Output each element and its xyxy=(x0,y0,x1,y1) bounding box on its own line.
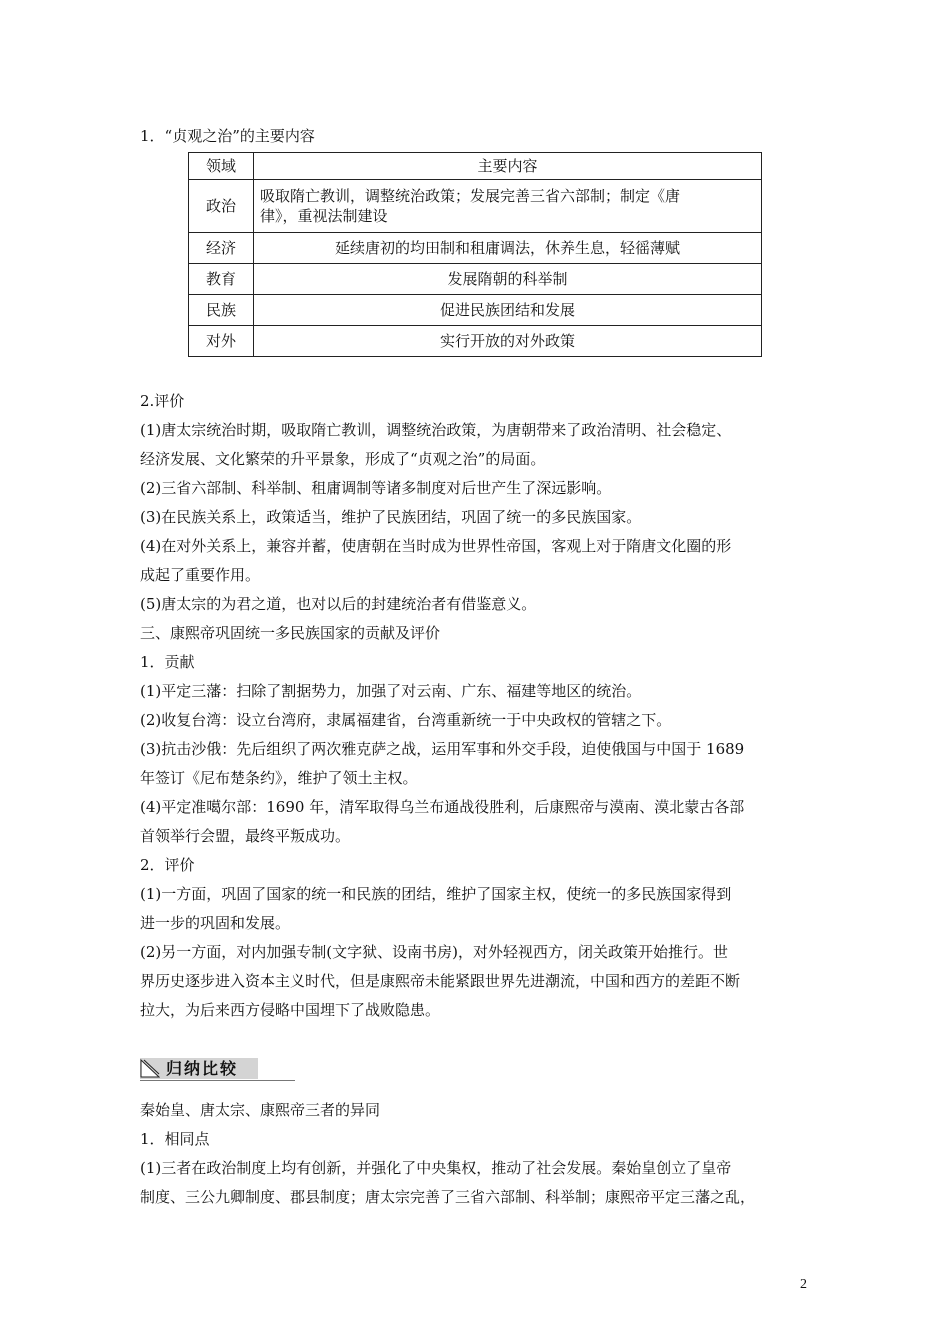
paragraph-line: (3)抗击沙俄：先后组织了两次雅克萨之战，运用军事和外交手段，迫使俄国与中国于 1689 xyxy=(140,740,745,758)
table-row xyxy=(189,326,762,357)
table-row xyxy=(189,295,762,326)
paragraph-line: 年签订《尼布楚条约》，维护了领土主权。 xyxy=(140,769,418,787)
row-field: 民族 xyxy=(189,295,254,326)
paragraph-line: 首领举行会盟，最终平叛成功。 xyxy=(140,827,351,845)
paragraph-line: (2)另一方面，对内加强专制(文字狱、设南书房)，对外轻视西方，闭关政策开始推行。世 xyxy=(140,943,728,961)
row-field: 政治 xyxy=(189,180,254,233)
paragraph-line: 进一步的巩固和发展。 xyxy=(140,914,291,932)
paragraph-line: (4)平定准噶尔部：1690 年，清军取得乌兰布通战役胜利，后康熙帝与漠南、漠北蒙古各部 xyxy=(140,798,745,816)
paragraph-line: 拉大，为后来西方侵略中国埋下了战败隐患。 xyxy=(140,1001,441,1019)
page-number: 2 xyxy=(800,1277,807,1292)
paragraph-line: (5)唐太宗的为君之道，也对以后的封建统治者有借鉴意义。 xyxy=(140,595,537,613)
section-underline xyxy=(140,1080,295,1081)
paragraph-line: (1)平定三藩：扫除了割据势力，加强了对云南、广东、福建等地区的统治。 xyxy=(140,682,642,700)
paragraph-line: (2)收复台湾：设立台湾府，隶属福建省，台湾重新统一于中央政权的管辖之下。 xyxy=(140,711,672,729)
paragraph-line: 2．评价 xyxy=(140,856,195,874)
paragraph-line: 1．相同点 xyxy=(140,1130,210,1148)
paragraph-line: 成起了重要作用。 xyxy=(140,566,261,584)
row-content-line: 律》，重视法制建设 xyxy=(260,207,388,225)
row-content-line: 吸取隋亡教训，调整统治政策；发展完善三省六部制；制定《唐 xyxy=(260,187,681,205)
table-row xyxy=(189,180,762,233)
paragraph-line: (4)在对外关系上，兼容并蓄，使唐朝在当时成为世界性帝国，客观上对于隋唐文化圈的形 xyxy=(140,537,732,555)
paragraph-line: (1)三者在政治制度上均有创新，并强化了中央集权，推动了社会发展。秦始皇创立了皇帝 xyxy=(140,1159,732,1177)
paragraph-line: 1．贡献 xyxy=(140,653,195,671)
header-field: 领域 xyxy=(189,153,254,180)
paragraph-line: 制度、三公九卿制度、郡县制度；唐太宗完善了三省六部制、科举制；康熙帝平定三藩之乱， xyxy=(140,1188,756,1206)
table-heading: 1．“贞观之治”的主要内容 xyxy=(140,127,315,145)
row-field: 经济 xyxy=(189,233,254,264)
row-content: 促进民族团结和发展 xyxy=(254,295,762,326)
table-header-row xyxy=(189,153,762,180)
zhenguan-table xyxy=(188,152,762,357)
row-content xyxy=(254,180,762,233)
row-content: 发展隋朝的科举制 xyxy=(254,264,762,295)
paragraph-line: 界历史逐步进入资本主义时代，但是康熙帝未能紧跟世界先进潮流，中国和西方的差距不断 xyxy=(140,972,741,990)
row-field: 对外 xyxy=(189,326,254,357)
paragraph-line: (3)在民族关系上，政策适当，维护了民族团结，巩固了统一的多民族国家。 xyxy=(140,508,642,526)
paragraph-line: 秦始皇、唐太宗、康熙帝三者的异同 xyxy=(140,1101,381,1119)
row-content: 实行开放的对外政策 xyxy=(254,326,762,357)
section-banner xyxy=(140,1055,295,1081)
header-content: 主要内容 xyxy=(254,153,762,180)
section-heading: 三、康熙帝巩固统一多民族国家的贡献及评价 xyxy=(140,624,441,642)
paragraph-line: (2)三省六部制、科举制、租庸调制等诸多制度对后世产生了深远影响。 xyxy=(140,479,612,497)
section-title: 归纳比较 xyxy=(166,1059,239,1078)
paragraph-line: 2.评价 xyxy=(140,392,185,410)
paragraph-line: (1)一方面，巩固了国家的统一和民族的团结，维护了国家主权，使统一的多民族国家得到 xyxy=(140,885,732,903)
paragraph-line: 经济发展、文化繁荣的升平景象，形成了“贞观之治”的局面。 xyxy=(140,450,546,468)
row-field: 教育 xyxy=(189,264,254,295)
row-content: 延续唐初的均田制和租庸调法，休养生息，轻徭薄赋 xyxy=(254,233,762,264)
paragraph-line: (1)唐太宗统治时期，吸取隋亡教训，调整统治政策，为唐朝带来了政治清明、社会稳定、 xyxy=(140,421,732,439)
table-row xyxy=(189,264,762,295)
corner-triangle-icon xyxy=(140,1058,160,1078)
table-row xyxy=(189,233,762,264)
